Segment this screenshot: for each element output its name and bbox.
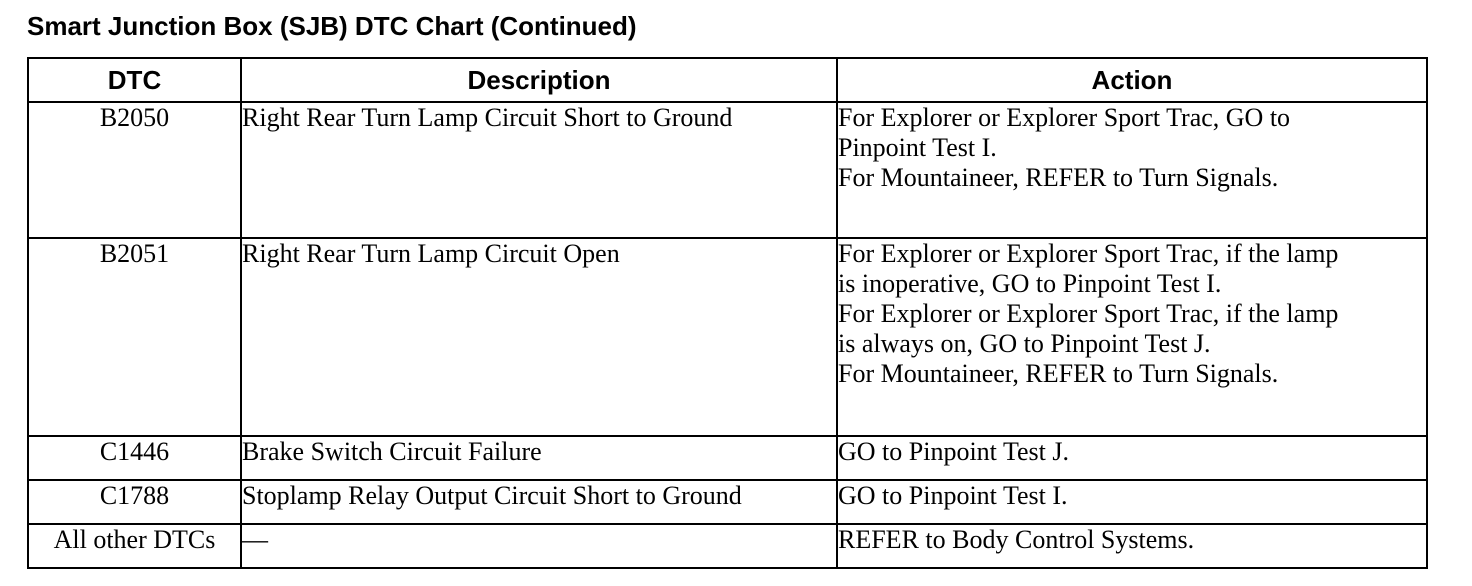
dtc-description: —: [241, 524, 837, 568]
dtc-code: C1788: [28, 480, 241, 524]
dtc-chart-table: [27, 57, 1428, 569]
action-line: is always on, GO to Pinpoint Test J.: [838, 329, 1211, 358]
action-line: For Mountaineer, REFER to Turn Signals.: [838, 359, 1279, 388]
action-line: For Explorer or Explorer Sport Trac, GO to: [838, 103, 1291, 132]
action-line: For Explorer or Explorer Sport Trac, if the lamp: [838, 299, 1339, 328]
action-line: For Explorer or Explorer Sport Trac, if the lamp: [838, 239, 1339, 268]
action-line: REFER to Body Control Systems.: [838, 525, 1195, 554]
table-row: [28, 480, 1427, 524]
dtc-action: [837, 238, 1427, 436]
header-description: Description: [241, 58, 837, 102]
page-title: Smart Junction Box (SJB) DTC Chart (Continued): [27, 11, 637, 41]
dtc-action: [837, 102, 1427, 238]
table-row: [28, 436, 1427, 480]
action-line: GO to Pinpoint Test I.: [838, 481, 1068, 510]
action-line: Pinpoint Test I.: [838, 133, 997, 162]
table-row: [28, 238, 1427, 436]
dtc-code: All other DTCs: [28, 524, 241, 568]
dtc-description: Brake Switch Circuit Failure: [241, 436, 837, 480]
action-line: GO to Pinpoint Test J.: [838, 437, 1070, 466]
header-dtc: DTC: [28, 58, 241, 102]
dtc-description: Stoplamp Relay Output Circuit Short to Ground: [241, 480, 837, 524]
dtc-action: [837, 436, 1427, 480]
dtc-description: Right Rear Turn Lamp Circuit Open: [241, 238, 837, 436]
dtc-action: [837, 524, 1427, 568]
dtc-code: B2051: [28, 238, 241, 436]
dtc-code: C1446: [28, 436, 241, 480]
table-row: [28, 524, 1427, 568]
dtc-code: B2050: [28, 102, 241, 238]
table-header-row: [28, 58, 1427, 102]
header-action: Action: [837, 58, 1427, 102]
dtc-description: Right Rear Turn Lamp Circuit Short to Ground: [241, 102, 837, 238]
action-line: is inoperative, GO to Pinpoint Test I.: [838, 269, 1222, 298]
dtc-action: [837, 480, 1427, 524]
action-line: For Mountaineer, REFER to Turn Signals.: [838, 163, 1279, 192]
table-row: [28, 102, 1427, 238]
